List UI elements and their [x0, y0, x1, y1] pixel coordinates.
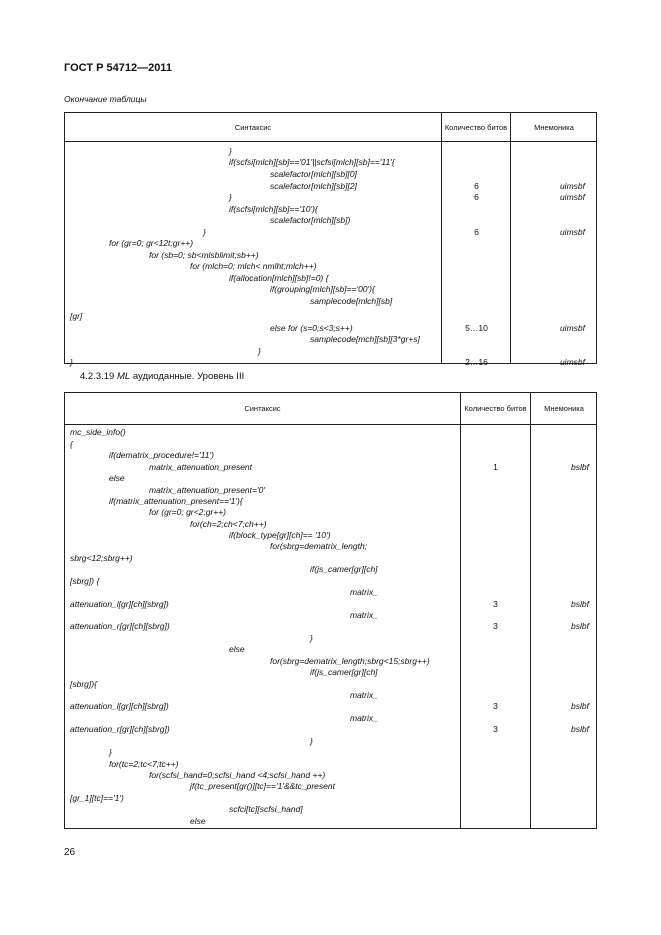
code-line: else: [229, 644, 245, 654]
code-line: }: [229, 192, 232, 202]
code-line: }: [258, 346, 261, 356]
code-line: for (gr=0; gr<2;gr++): [149, 507, 227, 517]
code-line: if(js_camer[gr][ch]: [310, 667, 378, 677]
code-line: if(scfsi[mlch][sb]=='01'||scfsi[mlch][sb]=='11'{: [229, 157, 395, 167]
section-number: 4.2.3.19: [80, 371, 115, 382]
code-line: scalefactor[mlch][sb]): [270, 215, 351, 225]
code-line: for(tc=2;tc<7;tc++): [109, 759, 179, 769]
code-line: if(dematrix_procedure!='11'): [109, 450, 214, 460]
code-line: [gr_1][tc]=='1'): [70, 793, 124, 803]
bits-value: 6: [474, 227, 479, 237]
mnemonic-value: uimsbf: [559, 192, 585, 202]
mnemonic-value: uimsbf: [559, 323, 585, 333]
bits-value: 3: [493, 701, 498, 711]
column-divider: [530, 393, 531, 828]
bits-value: 2…16: [465, 357, 488, 367]
mnemonic-value: bslbf: [571, 701, 589, 711]
code-line: matrix_: [350, 690, 378, 700]
code-line: for (gr=0; gr<12t;gr++): [109, 238, 194, 248]
code-line: attenuation_l[gr][ch][sbrg]): [70, 599, 169, 609]
code-line: matrix_: [350, 587, 378, 597]
code-line: if(js_camer[gr][ch]: [310, 564, 378, 574]
code-line: matrix_: [350, 610, 378, 620]
code-line: for(sbrg=dematrix_length;sbrg<15;sbrg++): [270, 656, 430, 666]
code-line: jf(tc_present[gr()][tc]=='1'&&tc_present: [190, 781, 335, 791]
code-line: matrix_attenuation_present='0': [149, 485, 265, 495]
bits-value: 6: [474, 181, 479, 191]
code-line: sbrg<12;sbrg++): [70, 553, 133, 563]
table-header-row: [65, 393, 596, 425]
bits-value: 3: [493, 724, 498, 734]
code-line: samplecode[mlch][sb]: [310, 296, 393, 306]
code-line: for(sbrg=dematrix_length;: [270, 541, 368, 551]
code-line: }: [109, 747, 112, 757]
header-syntax: Синтаксис: [244, 404, 281, 413]
page-number: 26: [64, 847, 76, 858]
code-line: if(matrix_attenuation_present=='1'){: [109, 496, 243, 506]
code-line: for (sb=0; sb<mlsblimit;sb++): [149, 250, 259, 260]
code-line: samplecode[mch][sb][3*gr+s]: [310, 334, 420, 344]
table-continuation-caption: Окончание таблицы: [64, 94, 147, 104]
mnemonic-value: bslbf: [571, 724, 589, 734]
code-line: for(scfsi_hand=0;scfsi_hand <4;scfsi_hand ++): [149, 770, 326, 780]
bits-value: 3: [493, 621, 498, 631]
code-line: else: [109, 473, 125, 483]
code-line: }: [310, 633, 313, 643]
code-line: }: [310, 736, 313, 746]
code-line: attenuation_r[gr][ch][sbrg]): [70, 724, 170, 734]
code-line: else for (s=0;s<3;s++): [270, 323, 353, 333]
code-line: }: [229, 146, 232, 156]
column-divider: [441, 113, 442, 363]
code-line: else: [190, 816, 206, 826]
section-heading: [80, 371, 244, 382]
table-header-row: [65, 113, 596, 142]
column-divider: [510, 113, 511, 363]
header-bits: Количество битов: [444, 122, 508, 132]
syntax-table-ml-audio: [64, 392, 597, 829]
bits-value: 6: [474, 192, 479, 202]
section-ml: ML: [116, 371, 131, 382]
code-line: for (mlch=0; mlch< nmlht;mlch++): [190, 261, 317, 271]
document-header: ГОСТ Р 54712—2011: [64, 62, 172, 74]
code-line: matrix_attenuation_present: [149, 462, 253, 472]
code-line: for(ch=2;ch<7;ch++): [190, 519, 267, 529]
code-line: [gr]: [70, 311, 83, 321]
mnemonic-value: uimsbf: [559, 227, 585, 237]
code-line: }: [203, 227, 206, 237]
column-divider: [460, 393, 461, 828]
code-line: if(scfsi[mlch][sb]=='10'){: [229, 204, 318, 214]
code-line: [sbrg]) {: [70, 576, 100, 586]
code-line: scalefactor[mlch][sb][0]: [270, 169, 357, 179]
code-line: if(allocation[mlch][sb]!=0) {: [229, 273, 329, 283]
code-line: scfci[tc][scfsi_hand]: [229, 804, 303, 814]
bits-value: 1: [493, 462, 498, 472]
code-line: if(grouping[mlch][sb]=='00'){: [270, 284, 375, 294]
mnemonic-value: bslbf: [571, 462, 589, 472]
syntax-table-end: [64, 112, 597, 367]
code-line: [sbrg]){: [70, 679, 97, 689]
mnemonic-value: uimsbf: [559, 181, 585, 191]
code-line: if(block_type[gr][ch]== '10'): [229, 530, 331, 540]
code-line: {: [70, 439, 73, 449]
code-line: scalefactor[mlch][sb][2]: [270, 181, 357, 191]
code-line: attenuation_l[gr][ch][sbrg]): [70, 701, 169, 711]
header-syntax: Синтаксис: [234, 122, 272, 132]
mnemonic-value: bslbf: [571, 621, 589, 631]
section-title: аудиоданные. Уровень III: [132, 371, 245, 382]
code-line: matrix_: [350, 713, 378, 723]
bits-value: 5…10: [465, 323, 488, 333]
header-mnemonic: Мнемоника: [544, 404, 584, 413]
mnemonic-value: bslbf: [571, 599, 589, 609]
code-line: attenuation_r[gr][ch][sbrg]): [70, 621, 170, 631]
mnemonic-value: uimsbf: [559, 357, 585, 367]
header-mnemonic: Мнемоника: [534, 122, 574, 132]
header-bits: Количество битов: [464, 404, 527, 413]
bits-value: 3: [493, 599, 498, 609]
code-line: mc_side_info(): [70, 427, 126, 437]
code-line: }: [70, 357, 73, 367]
